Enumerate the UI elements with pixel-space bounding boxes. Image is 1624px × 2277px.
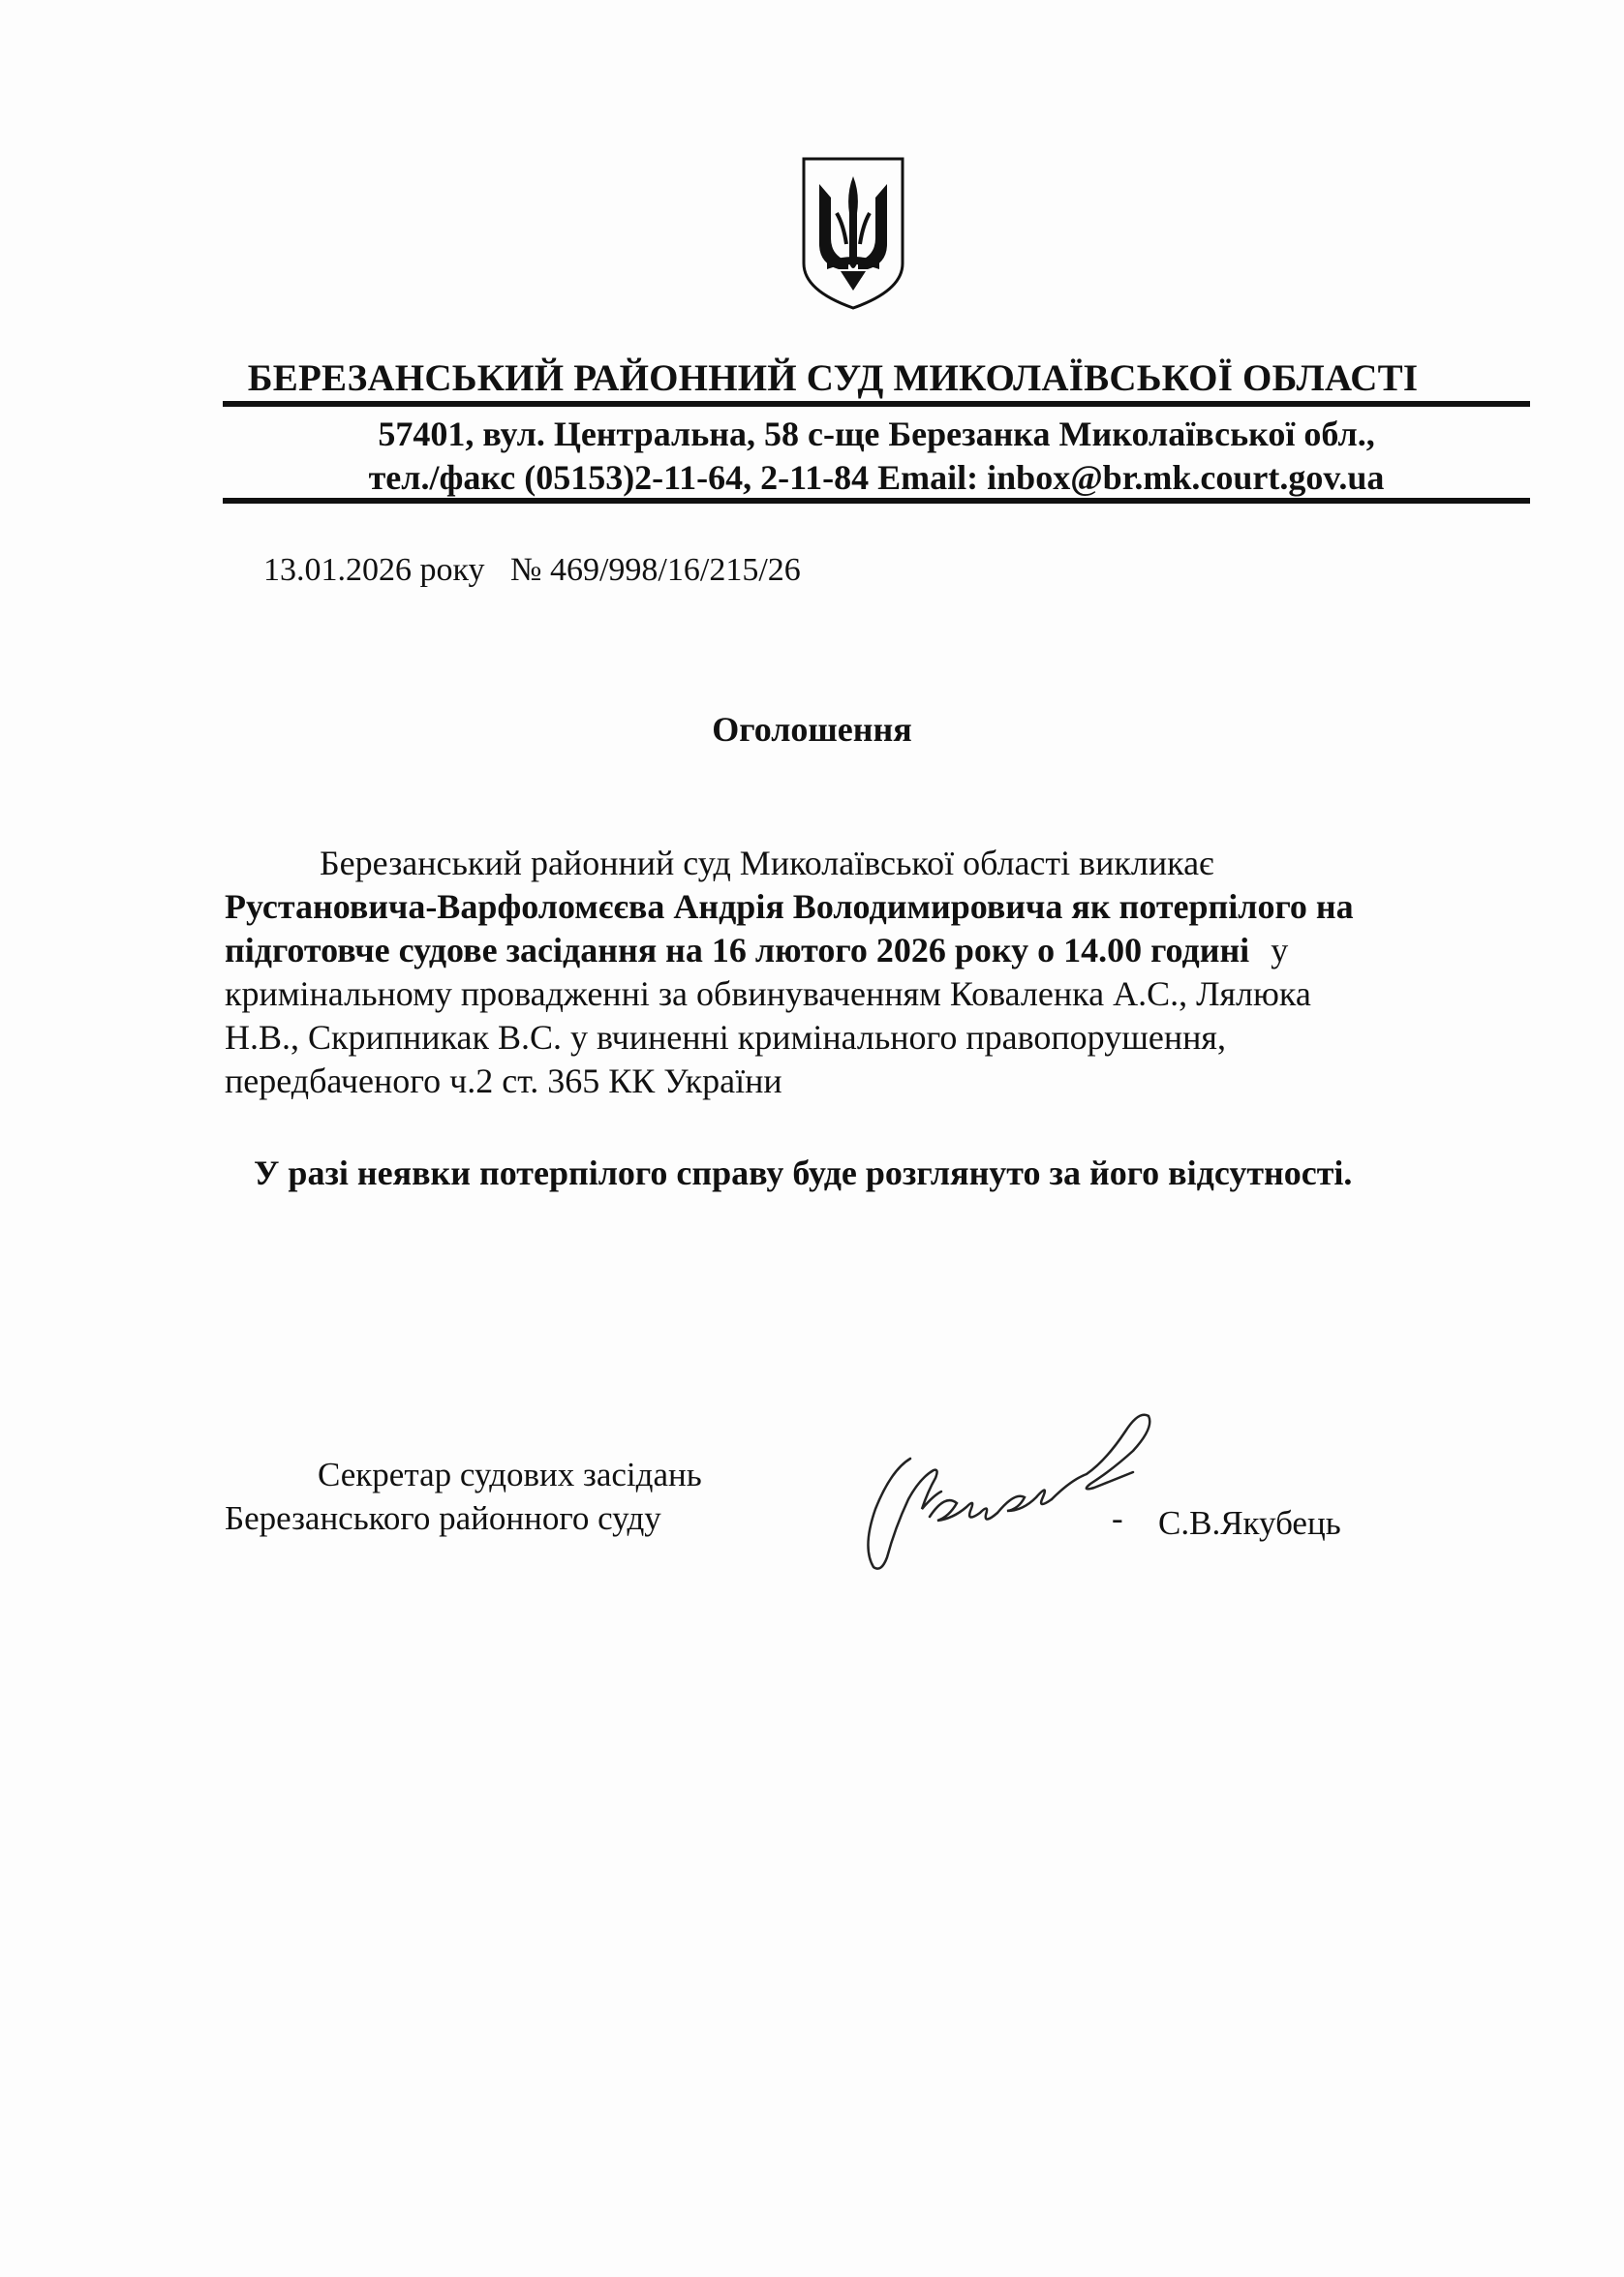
reference-line <box>263 552 801 589</box>
body-line-3-tail: у <box>1271 931 1289 969</box>
document-date: 13.01.2026 року <box>263 552 485 588</box>
absence-notice: У разі неявки потерпілого справу буде розглянуто за його відсутності. <box>254 1154 1353 1192</box>
signer-position-line-1: Секретар судових засідань <box>318 1456 702 1493</box>
court-address: 57401, вул. Центральна, 58 с-ще Березанка Миколаївської обл., <box>378 415 1375 453</box>
court-name: БЕРЕЗАНСЬКИЙ РАЙОННИЙ СУД МИКОЛАЇВСЬКОЇ ОБЛАСТІ <box>247 357 1419 399</box>
header-rule-bottom <box>223 498 1530 504</box>
body-line-4: кримінальному провадженні за обвинуваченням Коваленка А.С., Лялюка <box>225 974 1311 1013</box>
hearing-date-time: підготовче судове засідання на 16 лютого 2026 року о 14.00 годині <box>225 931 1250 969</box>
header-rule-top <box>223 401 1530 407</box>
signer-name: С.В.Якубець <box>1158 1504 1341 1542</box>
coat-of-arms-icon <box>798 155 908 312</box>
signature-dash: - <box>1112 1499 1123 1537</box>
document-title: Оголошення <box>712 710 912 749</box>
body-line-5: Н.В., Скрипникак В.С. у вчиненні кримінального правопорушення, <box>225 1018 1226 1057</box>
body-line-2-summoned-person: Рустановича-Варфоломєєва Андрія Володимировича як потерпілого на <box>225 887 1354 926</box>
body-line-1: Березанський районний суд Миколаївської області викликає <box>320 844 1214 882</box>
document-number: № 469/998/16/215/26 <box>510 552 801 588</box>
signer-position-line-2: Березанського районного суду <box>225 1499 661 1537</box>
body-line-3 <box>225 930 1288 970</box>
handwritten-signature <box>852 1402 1201 1577</box>
court-contacts: тел./факс (05153)2-11-64, 2-11-84 Email: inbox@br.mk.court.gov.ua <box>368 458 1385 497</box>
body-line-6: передбаченого ч.2 ст. 365 КК України <box>225 1062 782 1100</box>
